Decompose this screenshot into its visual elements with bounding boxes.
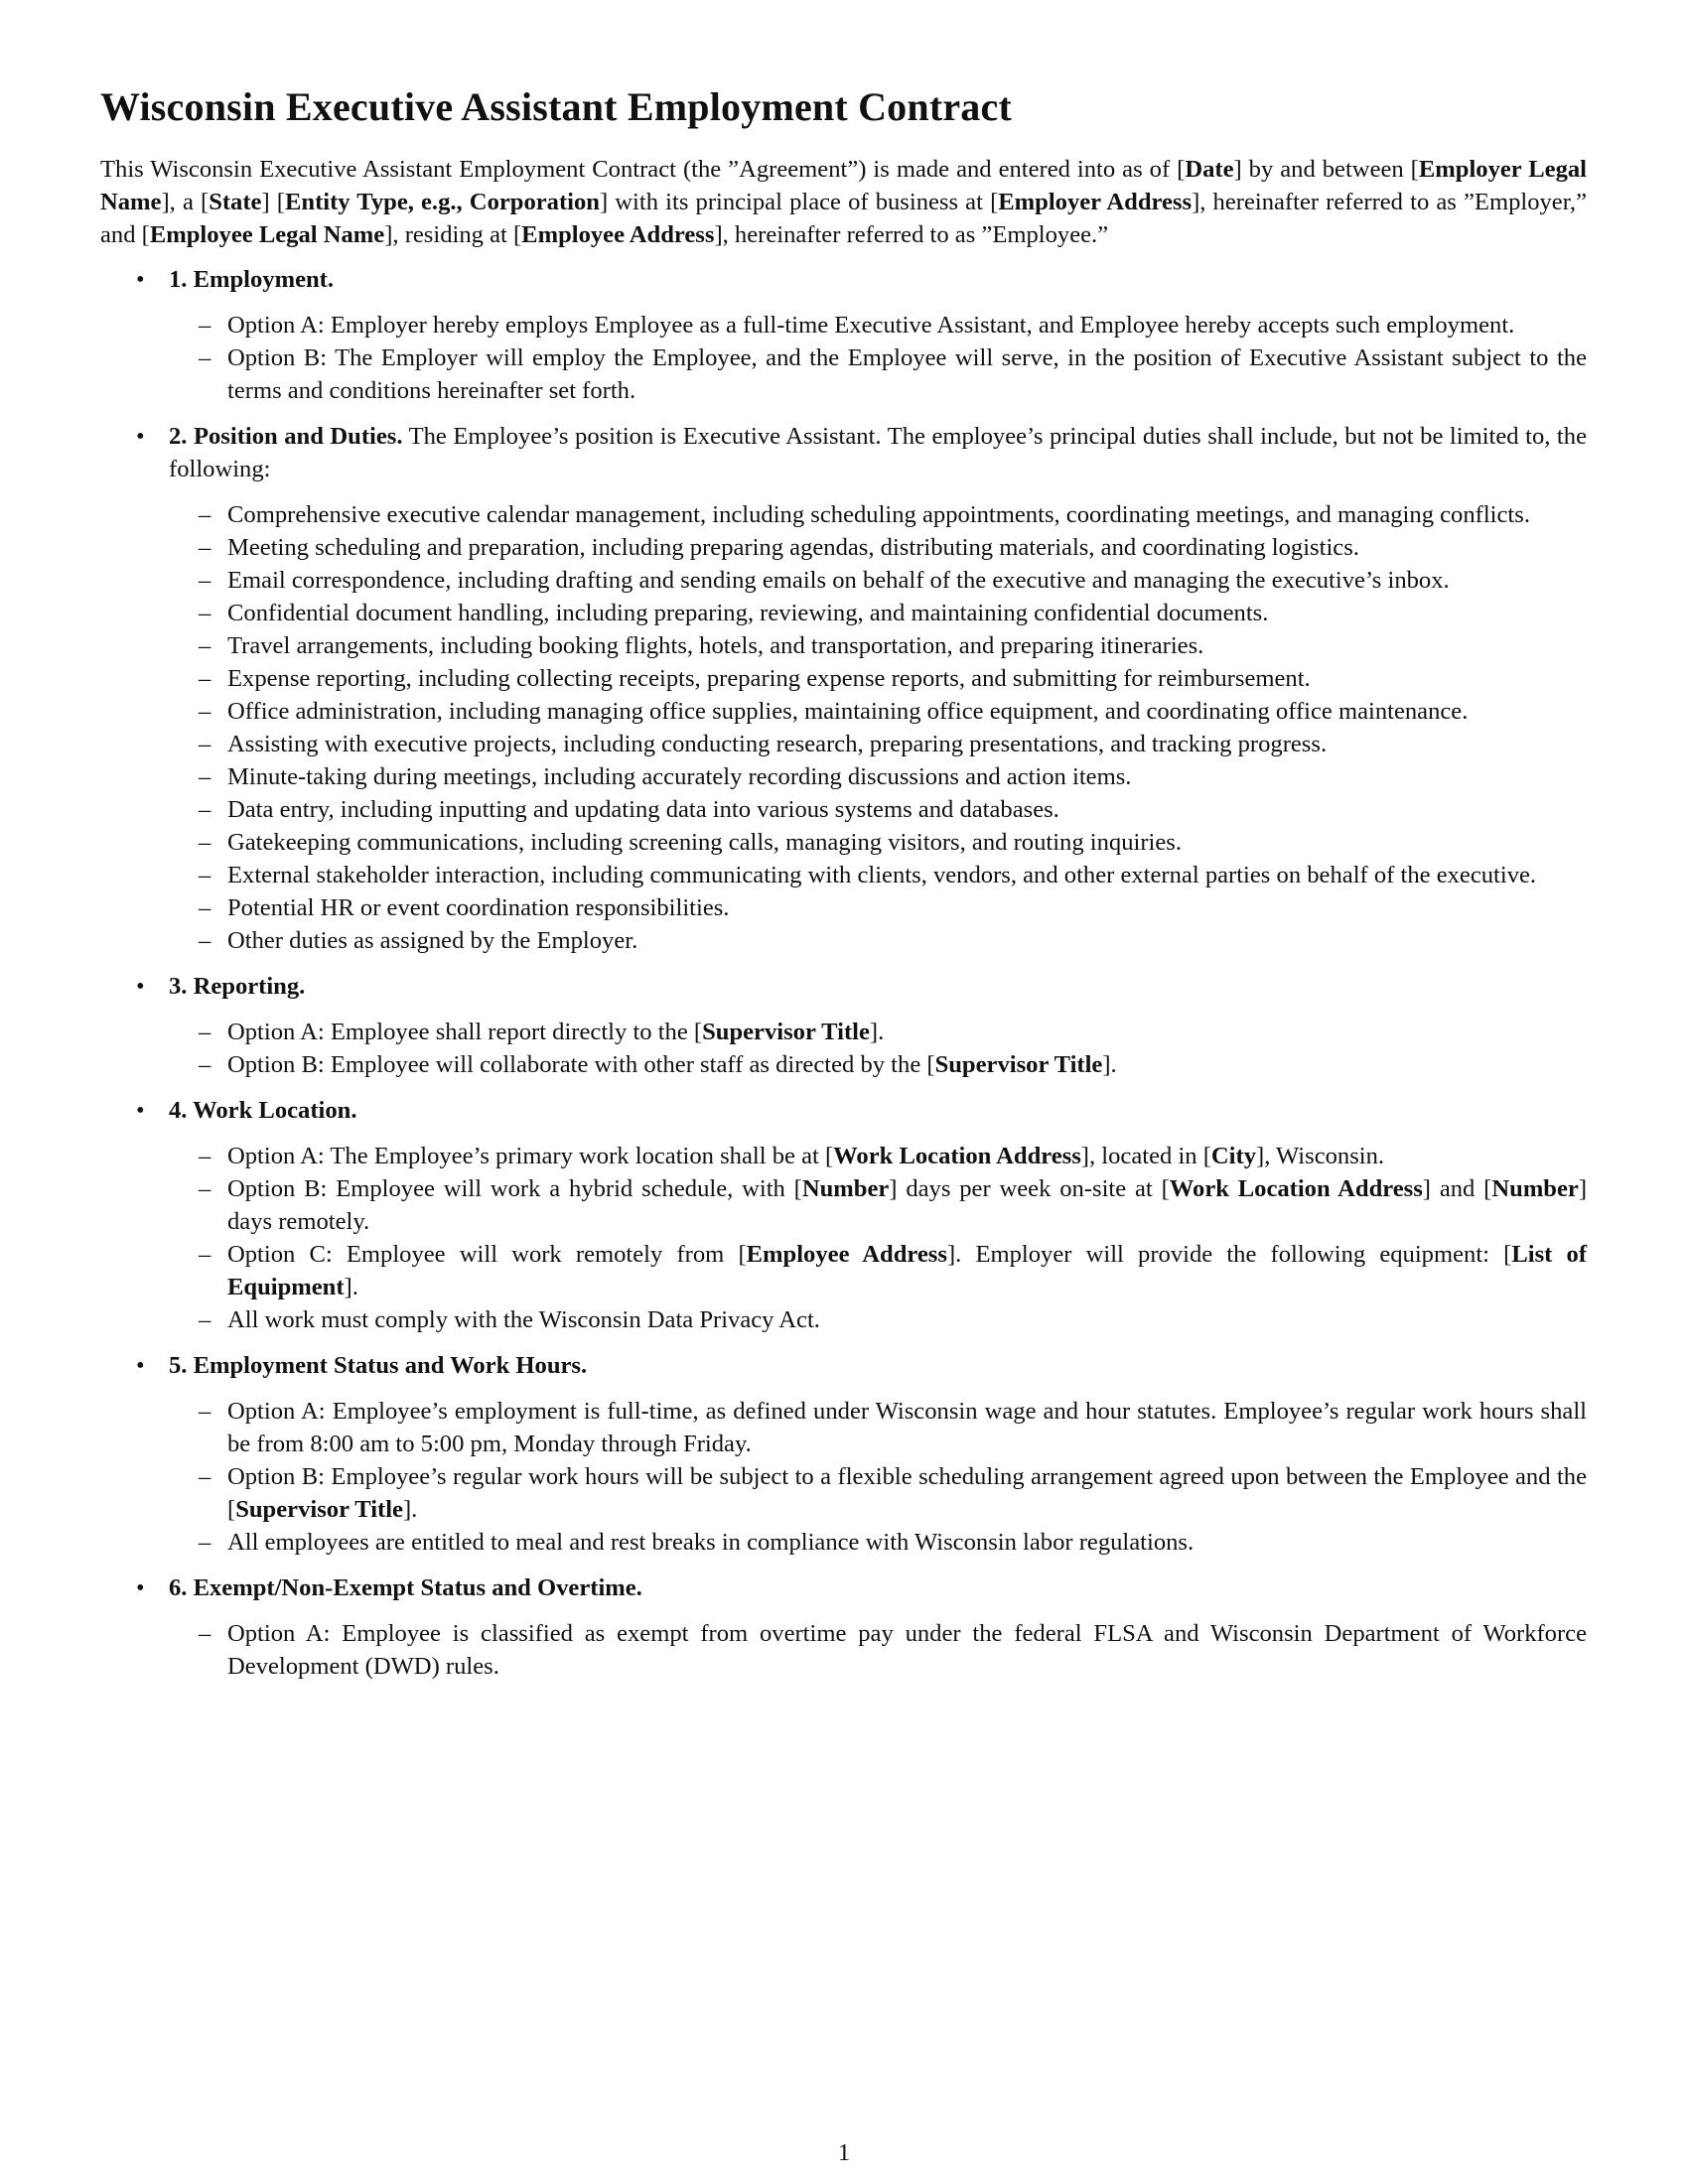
- bullet-icon: •: [136, 973, 145, 1000]
- text-fragment: Option A: Employee is classified as exempt from overtime pay under the federal FLSA and Wisconsin Department of Workforce Development (DWD) rules.: [227, 1620, 1587, 1680]
- dash-icon: –: [199, 344, 211, 371]
- section-item-list: [169, 1617, 1587, 1683]
- section-title: 5. Employment Status and Work Hours.: [169, 1352, 588, 1379]
- section-item: [169, 564, 1587, 597]
- text-fragment: Option C: Employee will work remotely from [: [227, 1241, 747, 1268]
- dash-icon: –: [199, 1529, 211, 1556]
- section-heading: [169, 1349, 1587, 1382]
- placeholder-field: Entity Type, e.g., Corporation: [284, 189, 600, 215]
- text-fragment: Option B: Employee’s regular work hours will be subject to a flexible scheduling arrangement agreed upon between the Employee and the [: [227, 1463, 1587, 1523]
- text-fragment: ], located in [: [1080, 1143, 1211, 1169]
- dash-icon: –: [199, 501, 211, 528]
- dash-icon: –: [199, 763, 211, 790]
- section-item: [169, 1395, 1587, 1460]
- intro-paragraph: [100, 153, 1587, 251]
- section-item: [169, 1303, 1587, 1336]
- contract-section: [100, 970, 1587, 1081]
- text-fragment: Other duties as assigned by the Employer.: [227, 927, 638, 954]
- text-fragment: ], hereinafter referred to as ”Employer,” and [: [100, 189, 1587, 248]
- dash-icon: –: [199, 534, 211, 561]
- text-fragment: Gatekeeping communications, including screening calls, managing visitors, and routing inquiries.: [227, 829, 1182, 856]
- text-fragment: ] with its principal place of business at [: [599, 189, 999, 215]
- text-fragment: ].: [1102, 1051, 1117, 1078]
- text-fragment: ].: [869, 1019, 885, 1045]
- text-fragment: All employees are entitled to meal and rest breaks in compliance with Wisconsin labor regulations.: [227, 1529, 1195, 1556]
- section-title: 3. Reporting.: [169, 973, 306, 1000]
- placeholder-field: Supervisor Title: [235, 1496, 403, 1523]
- text-fragment: Minute-taking during meetings, including accurately recording discussions and action items.: [227, 763, 1132, 790]
- section-heading: [169, 420, 1587, 485]
- section-item: [169, 662, 1587, 695]
- section-item: [169, 629, 1587, 662]
- text-fragment: Meeting scheduling and preparation, including preparing agendas, distributing materials, and coordinating logistics.: [227, 534, 1359, 561]
- text-fragment: Option B: Employee will collaborate with other staff as directed by the [: [227, 1051, 935, 1078]
- dash-icon: –: [199, 1051, 211, 1078]
- dash-icon: –: [199, 1306, 211, 1333]
- text-fragment: ].: [402, 1496, 418, 1523]
- section-heading: [169, 263, 1587, 296]
- text-fragment: Email correspondence, including drafting and sending emails on behalf of the executive and managing the executive’s inbox.: [227, 567, 1450, 594]
- section-item: [169, 1048, 1587, 1081]
- text-fragment: ] days per week on-site at [: [889, 1175, 1170, 1202]
- section-item-list: [169, 1395, 1587, 1559]
- placeholder-field: State: [209, 189, 262, 215]
- section-intro-text: The Employee’s position is Executive Assistant. The employee’s principal duties shall include, but not be limited to, the following:: [169, 423, 1587, 482]
- text-fragment: ], a [: [161, 189, 210, 215]
- placeholder-field: Date: [1185, 156, 1234, 183]
- text-fragment: Comprehensive executive calendar management, including scheduling appointments, coordinating meetings, and managing conflicts.: [227, 501, 1530, 528]
- section-item: [169, 760, 1587, 793]
- section-item: [169, 1140, 1587, 1172]
- text-fragment: Expense reporting, including collecting receipts, preparing expense reports, and submitting for reimbursement.: [227, 665, 1311, 692]
- placeholder-field: Supervisor Title: [702, 1019, 870, 1045]
- section-item: [169, 793, 1587, 826]
- section-item: [169, 695, 1587, 728]
- dash-icon: –: [199, 600, 211, 626]
- document-title: Wisconsin Executive Assistant Employment Contract: [100, 84, 1012, 129]
- section-item: [169, 309, 1587, 341]
- placeholder-field: Work Location Address: [833, 1143, 1081, 1169]
- section-item: [169, 1460, 1587, 1526]
- text-fragment: Option B: Employee will work a hybrid schedule, with [: [227, 1175, 802, 1202]
- section-item: [169, 341, 1587, 407]
- contract-section: [100, 1571, 1587, 1683]
- document-page: [100, 83, 1587, 1696]
- dash-icon: –: [199, 698, 211, 725]
- dash-icon: –: [199, 632, 211, 659]
- bullet-icon: •: [136, 1574, 145, 1601]
- dash-icon: –: [199, 927, 211, 954]
- page-number: 1: [837, 2139, 851, 2166]
- text-fragment: Option B: The Employer will employ the Employee, and the Employee will serve, in the position of Executive Assistant subject to the terms and conditions hereinafter set forth.: [227, 344, 1587, 404]
- section-item: [169, 924, 1587, 957]
- text-fragment: Confidential document handling, including preparing, reviewing, and maintaining confidential documents.: [227, 600, 1269, 626]
- section-title: 4. Work Location.: [169, 1097, 357, 1124]
- section-heading: [169, 970, 1587, 1003]
- bullet-icon: •: [136, 423, 145, 450]
- contract-section: [100, 1094, 1587, 1336]
- placeholder-field: Number: [801, 1175, 890, 1202]
- section-item: [169, 891, 1587, 924]
- dash-icon: –: [199, 665, 211, 692]
- text-fragment: Data entry, including inputting and updating data into various systems and databases.: [227, 796, 1059, 823]
- section-item-list: [169, 1140, 1587, 1336]
- section-item: [169, 859, 1587, 891]
- section-item: [169, 1172, 1587, 1238]
- text-fragment: Assisting with executive projects, including conducting research, preparing presentations, and tracking progress.: [227, 731, 1328, 757]
- placeholder-field: Employer Address: [998, 189, 1193, 215]
- text-fragment: Travel arrangements, including booking flights, hotels, and transportation, and preparing itineraries.: [227, 632, 1204, 659]
- section-heading: [169, 1571, 1587, 1604]
- text-fragment: Potential HR or event coordination responsibilities.: [227, 894, 730, 921]
- section-item-list: [169, 309, 1587, 407]
- dash-icon: –: [199, 1463, 211, 1490]
- section-list: [100, 263, 1587, 1683]
- section-title: 1. Employment.: [169, 266, 335, 293]
- dash-icon: –: [199, 1241, 211, 1268]
- dash-icon: –: [199, 312, 211, 339]
- section-item: [169, 826, 1587, 859]
- section-item: [169, 531, 1587, 564]
- text-fragment: ], hereinafter referred to as ”Employee.”: [714, 221, 1109, 248]
- text-fragment: ] and [: [1422, 1175, 1492, 1202]
- text-fragment: Option A: Employee shall report directly to the [: [227, 1019, 703, 1045]
- section-item: [169, 1617, 1587, 1683]
- dash-icon: –: [199, 1398, 211, 1425]
- contract-section: [100, 263, 1587, 407]
- text-fragment: ], residing at [: [384, 221, 522, 248]
- text-fragment: Office administration, including managing office supplies, maintaining office equipment, and coordinating office maintenance.: [227, 698, 1469, 725]
- text-fragment: Option A: The Employee’s primary work location shall be at [: [227, 1143, 834, 1169]
- text-fragment: External stakeholder interaction, including communicating with clients, vendors, and other external parties on behalf of the executive.: [227, 862, 1537, 888]
- dash-icon: –: [199, 567, 211, 594]
- section-title: 6. Exempt/Non-Exempt Status and Overtime.: [169, 1574, 642, 1601]
- dash-icon: –: [199, 862, 211, 888]
- placeholder-field: Number: [1491, 1175, 1579, 1202]
- text-fragment: Option A: Employer hereby employs Employee as a full-time Executive Assistant, and Employee hereby accepts such employment.: [227, 312, 1515, 339]
- text-fragment: ] by and between [: [1233, 156, 1419, 183]
- dash-icon: –: [199, 1143, 211, 1169]
- bullet-icon: •: [136, 1097, 145, 1124]
- placeholder-field: Work Location Address: [1169, 1175, 1423, 1202]
- section-item-list: [169, 498, 1587, 957]
- bullet-icon: •: [136, 1352, 145, 1379]
- section-item: [169, 1526, 1587, 1559]
- text-fragment: This Wisconsin Executive Assistant Employment Contract (the ”Agreement”) is made and entered into as of [: [100, 156, 1186, 183]
- text-fragment: ] days remotely.: [227, 1175, 1588, 1235]
- placeholder-field: Employee Address: [746, 1241, 947, 1268]
- text-fragment: ] [: [261, 189, 285, 215]
- section-item: [169, 498, 1587, 531]
- placeholder-field: Employee Address: [521, 221, 715, 248]
- dash-icon: –: [199, 731, 211, 757]
- text-fragment: All work must comply with the Wisconsin Data Privacy Act.: [227, 1306, 820, 1333]
- text-fragment: Option A: Employee’s employment is full-time, as defined under Wisconsin wage and hour statutes. Employee’s regular work hours shall be from 8:00 am to 5:00 pm, Monday through Friday.: [227, 1398, 1587, 1457]
- placeholder-field: City: [1210, 1143, 1257, 1169]
- dash-icon: –: [199, 1620, 211, 1647]
- section-item: [169, 728, 1587, 760]
- dash-icon: –: [199, 1019, 211, 1045]
- section-item: [169, 1238, 1587, 1303]
- dash-icon: –: [199, 796, 211, 823]
- placeholder-field: Supervisor Title: [934, 1051, 1103, 1078]
- contract-section: [100, 420, 1587, 957]
- bullet-icon: •: [136, 266, 145, 293]
- contract-section: [100, 1349, 1587, 1559]
- text-fragment: ], Wisconsin.: [1256, 1143, 1385, 1169]
- section-item: [169, 1016, 1587, 1048]
- text-fragment: ]. Employer will provide the following equipment: [: [946, 1241, 1512, 1268]
- dash-icon: –: [199, 894, 211, 921]
- section-title: 2. Position and Duties.: [169, 423, 403, 450]
- section-item-list: [169, 1016, 1587, 1081]
- placeholder-field: Employer Legal Name: [100, 156, 1587, 215]
- placeholder-field: List of Equipment: [227, 1241, 1588, 1300]
- text-fragment: ].: [344, 1274, 358, 1300]
- placeholder-field: Employee Legal Name: [149, 221, 385, 248]
- dash-icon: –: [199, 1175, 211, 1202]
- section-item: [169, 597, 1587, 629]
- dash-icon: –: [199, 829, 211, 856]
- section-heading: [169, 1094, 1587, 1127]
